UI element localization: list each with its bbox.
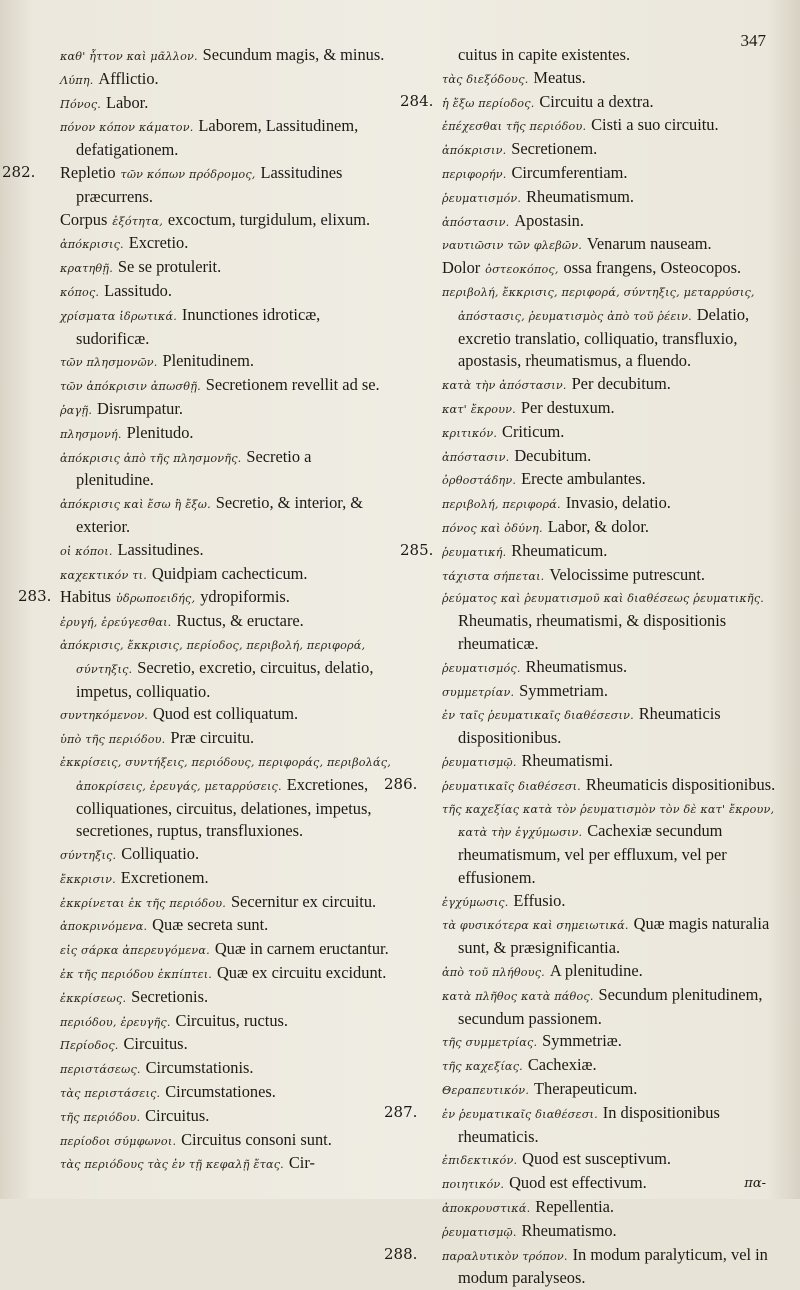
greek-term: ἀπόκρισις ἀπὸ τῆς πλησμονῆς. <box>60 451 242 465</box>
latin-gloss: Delatio, excretio translatio, colliquatio, transfluxio, apostasis, rheumatismus, a fluendo. <box>458 304 750 371</box>
latin-gloss: Erecte ambulantes. <box>521 469 646 489</box>
latin-gloss: Circuitus. <box>145 1105 210 1125</box>
glossary-entry <box>400 1148 778 1172</box>
catchword: πα- <box>744 1176 766 1191</box>
latin-gloss: Quidpiam cachecticum. <box>151 563 308 583</box>
glossary-entry <box>18 586 392 610</box>
latin-gloss: Excretionem. <box>120 867 209 887</box>
latin-gloss: Laborem, Lassitudinem, defatigationem. <box>76 116 359 160</box>
greek-term: ἐκκρίσεις, συντήξεις, περιόδους, περιφοράς, περιβολάς, ἀποκρίσεις, ἐρευγάς, μεταρρύσεις. <box>60 755 391 793</box>
latin-gloss: Secundum magis, & minus. <box>202 45 385 64</box>
latin-gloss: Cachexiæ. <box>527 1055 597 1075</box>
greek-term: οἱ κόποι. <box>60 544 113 558</box>
glossary-entry <box>400 680 778 704</box>
latin-gloss: Labor, & dolor. <box>547 516 650 536</box>
page-number: 347 <box>740 31 766 50</box>
latin-gloss: Cir- <box>288 1153 315 1173</box>
latin-gloss: Rheumatismum. <box>526 186 634 206</box>
greek-term: ὑπὸ τῆς περιόδου. <box>60 733 166 747</box>
glossary-entry <box>400 281 778 373</box>
greek-term: κατὰ πλῆθος κατὰ πάθος. <box>442 989 594 1003</box>
greek-term: Περίοδος. <box>60 1039 119 1053</box>
greek-term: εἰς σάρκα ἀπερευγόμενα. <box>60 944 210 958</box>
greek-term: κατὰ τὴν ἀπόστασιν. <box>442 379 567 393</box>
glossary-entry <box>384 774 778 798</box>
glossary-entry <box>18 350 392 374</box>
greek-term: ῥευματικαῖς διαθέσεσι. <box>442 779 581 793</box>
greek-term: ποιητικόν. <box>442 1178 505 1192</box>
greek-term: ἐκκρίνεται ἐκ τῆς περιόδου. <box>60 896 227 910</box>
greek-term: ἐξότητα, <box>112 214 163 228</box>
latin-gloss: Therapeuticum. <box>533 1079 638 1099</box>
latin-gloss: Corpus <box>60 209 108 229</box>
latin-gloss: Decubitum. <box>514 445 592 465</box>
latin-gloss: Rheumaticum. <box>511 540 608 560</box>
latin-gloss: In modum paralyticum, vel in modum paralyseos. <box>458 1244 768 1288</box>
glossary-entry <box>400 162 778 186</box>
latin-gloss: Inunctiones idroticæ, sudorificæ. <box>76 304 321 348</box>
greek-term: περίοδοι σύμφωνοι. <box>60 1134 177 1148</box>
entry-number: 282. <box>2 162 36 181</box>
glossary-entry <box>18 209 392 233</box>
latin-gloss: Ructus, & eructare. <box>176 611 304 631</box>
glossary-entry <box>400 468 778 492</box>
glossary-entry <box>18 610 392 634</box>
latin-gloss: Cisti a suo circuitu. <box>591 115 719 135</box>
greek-term: ἀπόστασιν. <box>442 215 510 229</box>
latin-gloss: Rheumatis, rheumatismi, & dispositionis rheumaticæ. <box>458 611 727 653</box>
greek-term: ῥευματισμόν. <box>442 191 522 205</box>
greek-term: κριτικόν. <box>442 426 498 440</box>
latin-gloss: Secretio a plenitudine. <box>76 446 312 490</box>
greek-term: ἀπόκρισις, ἔκκρισις, περίοδος, περιβολή, περιφορά, σύντηξις. <box>60 638 366 676</box>
glossary-entry <box>18 446 392 493</box>
glossary-entry <box>400 960 778 984</box>
glossary-entry <box>18 92 392 116</box>
greek-term: ἀπὸ τοῦ πλήθους. <box>442 966 545 980</box>
greek-term: ἐκ τῆς περιόδου ἐκπίπτει. <box>60 968 213 982</box>
greek-term: περιστάσεως. <box>60 1063 141 1077</box>
greek-term: ὀστεοκόπος, <box>485 263 559 277</box>
greek-term: τῶν πλησμονῶν. <box>60 356 158 370</box>
glossary-entry <box>400 233 778 257</box>
latin-gloss: Circumferentiam. <box>511 162 628 182</box>
glossary-entry <box>18 843 392 867</box>
greek-term: ἀπόκρισις καὶ ἔσω ἢ ἔξω. <box>60 498 211 512</box>
latin-gloss: Labor. <box>105 92 149 112</box>
greek-term: τὰ φυσικότερα καὶ σημειωτικά. <box>442 919 629 933</box>
latin-gloss: ossa frangens, Osteocopos. <box>563 258 742 278</box>
latin-gloss: Secretio, & interior, & exterior. <box>76 493 364 536</box>
glossary-entry <box>18 1081 392 1105</box>
greek-term: ἔκκρισιν. <box>60 872 116 886</box>
glossary-entry <box>400 1196 778 1220</box>
latin-gloss: Effusio. <box>513 890 566 910</box>
entry-number: 286. <box>384 774 418 793</box>
greek-term: Λύπη. <box>60 73 94 87</box>
greek-term: συντηκόμενον. <box>60 709 148 723</box>
greek-term: ἀπόκρισιν. <box>442 144 507 158</box>
latin-gloss: Secundum plenitudinem, secundum passionem. <box>458 984 763 1028</box>
glossary-entry <box>400 540 778 564</box>
glossary-entry <box>18 938 392 962</box>
glossary-entry <box>400 138 778 162</box>
glossary-entry <box>400 44 778 67</box>
latin-gloss: Excretio. <box>128 233 189 253</box>
greek-term: ἐγχύμωσις. <box>442 895 509 909</box>
glossary-entry <box>400 257 778 281</box>
greek-term: τάχιστα σήπεται. <box>442 569 545 583</box>
glossary-entry <box>400 67 778 91</box>
latin-gloss: Circumstationes. <box>165 1082 276 1102</box>
latin-gloss: Colliquatio. <box>121 844 200 864</box>
latin-gloss: Circuitus. <box>123 1034 188 1054</box>
glossary-entry <box>400 421 778 445</box>
entry-number: 288. <box>384 1244 418 1263</box>
latin-gloss: Circumstationis. <box>145 1058 254 1078</box>
glossary-entry <box>2 162 392 209</box>
glossary-entry <box>18 256 392 280</box>
latin-gloss: Per destuxum. <box>520 397 615 417</box>
glossary-entry <box>400 587 778 655</box>
glossary-entry <box>18 492 392 539</box>
latin-gloss: Circuitu a dextra. <box>539 91 654 111</box>
latin-gloss: Symmetriam. <box>519 680 608 700</box>
glossary-entry <box>18 1105 392 1129</box>
glossary-entry <box>18 1129 392 1153</box>
greek-term: ἀπόστασιν. <box>442 450 510 464</box>
greek-term: πλησμονή. <box>60 427 122 441</box>
latin-gloss: Plenitudo. <box>126 422 194 442</box>
greek-term: τὰς περιόδους τὰς ἐν τῇ κεφαλῇ ἔτας. <box>60 1158 284 1172</box>
glossary-entry <box>18 44 392 68</box>
glossary-entry <box>18 539 392 563</box>
glossary-entry <box>18 751 392 843</box>
latin-gloss: Præ circuitu. <box>170 728 255 748</box>
latin-gloss: Excretiones, colliquationes, circuitus, delationes, impetus, secretiones, ruptus, transfluxiones. <box>76 774 372 841</box>
greek-term: παραλυτικὸν τρόπον. <box>442 1249 568 1263</box>
glossary-entry <box>400 373 778 397</box>
latin-gloss: Plenitudinem. <box>162 351 254 371</box>
greek-term: χρίσματα ἱδρωτικά. <box>60 309 177 323</box>
latin-gloss: Quod est effectivum. <box>509 1173 647 1193</box>
glossary-entry <box>384 1102 778 1149</box>
latin-gloss: Se se protulerit. <box>117 257 222 277</box>
latin-gloss: cuitus in capite existentes. <box>458 45 631 64</box>
greek-term: τῆς καχεξίας κατὰ τὸν ῥευματισμὸν τὸν δὲ κατ' ἔκρουν, κατὰ τὴν ἐγχύμωσιν. <box>442 802 775 840</box>
greek-term: Θεραπευτικόν. <box>442 1084 530 1098</box>
glossary-entry <box>400 1054 778 1078</box>
entry-number: 284. <box>400 91 434 110</box>
latin-gloss: Lassitudo. <box>104 280 172 300</box>
greek-term: ῥεύματος καὶ ῥευματισμοῦ καὶ διαθέσεως ῥευματικῆς. <box>442 592 765 606</box>
glossary-entry <box>18 914 392 938</box>
greek-term: ἡ ἔξω περίοδος. <box>442 96 535 110</box>
greek-term: τῶν κόπων πρόδρομος, <box>120 167 256 181</box>
latin-gloss: Symmetriæ. <box>542 1031 622 1051</box>
latin-gloss: Lassitudines. <box>117 539 204 559</box>
latin-gloss: Rheumatismus. <box>525 656 628 676</box>
glossary-entry <box>18 374 392 398</box>
glossary-entry <box>400 492 778 516</box>
greek-term: περιφορήν. <box>442 167 507 181</box>
glossary-entry <box>400 656 778 680</box>
glossary-entry <box>400 890 778 914</box>
greek-term: περιβολή, περιφορά. <box>442 498 561 512</box>
glossary-entry <box>400 1172 778 1196</box>
glossary-entry <box>18 563 392 587</box>
latin-gloss: Rheumatismo. <box>521 1220 617 1240</box>
latin-gloss: Circuitus, ructus. <box>175 1010 288 1030</box>
latin-gloss: ydropiformis. <box>200 587 290 607</box>
glossary-entry <box>18 986 392 1010</box>
greek-term: ἀποκρινόμενα. <box>60 920 148 934</box>
greek-term: ἐπέχεσθαι τῆς περιόδου. <box>442 120 587 134</box>
glossary-entry <box>18 1010 392 1034</box>
glossary-entry <box>18 232 392 256</box>
entry-number: 285. <box>400 540 434 559</box>
latin-gloss: Invasio, delatio. <box>565 493 671 513</box>
entry-number: 287. <box>384 1102 418 1121</box>
glossary-entry <box>400 564 778 588</box>
latin-gloss: Lassitudines præcurrens. <box>76 162 343 206</box>
glossary-entry <box>18 1033 392 1057</box>
glossary-entry <box>400 445 778 469</box>
greek-term: ὀρθοστάδην. <box>442 474 517 488</box>
greek-term: συμμετρίαν. <box>442 685 515 699</box>
latin-gloss: Secretionis. <box>131 986 209 1006</box>
glossary-entry <box>400 984 778 1031</box>
greek-term: σύντηξις. <box>60 849 117 863</box>
latin-gloss: Quod est susceptivum. <box>522 1149 672 1169</box>
greek-term: περιόδου, ἐρευγῆς. <box>60 1015 171 1029</box>
right-column <box>384 44 778 1290</box>
latin-gloss: Apostasin. <box>514 210 584 230</box>
glossary-entry <box>384 1244 778 1290</box>
latin-gloss: Repellentia. <box>535 1197 615 1217</box>
greek-term: ἐκκρίσεως. <box>60 991 127 1005</box>
entry-number: 283. <box>18 587 52 606</box>
glossary-entry <box>18 280 392 304</box>
greek-term: κόπος. <box>60 285 100 299</box>
greek-term: Πόνος. <box>60 97 102 111</box>
latin-gloss: Quæ in carnem eructantur. <box>214 939 389 959</box>
greek-term: τῆς συμμετρίας. <box>442 1036 538 1050</box>
glossary-entry <box>18 891 392 915</box>
greek-term: ὑδρωποειδής, <box>115 592 196 606</box>
greek-term: τῆς περιόδου. <box>60 1110 141 1124</box>
greek-term: τὰς διεξόδους. <box>442 72 529 86</box>
greek-term: ῥευματισμῷ. <box>442 755 517 769</box>
greek-term: περιβολή, ἔκκρισις, περιφορά, σύντηξις, μεταρρύσις, ἀπόστασις, ῥευματισμὸς ἀπὸ τοῦ ῥέειν. <box>442 285 755 323</box>
greek-term: ἀποκρουστικά. <box>442 1202 531 1216</box>
greek-term: ἐν ῥευματικαῖς διαθέσεσι. <box>442 1107 598 1121</box>
greek-term: ἐπιδεκτικόν. <box>442 1154 518 1168</box>
glossary-entry <box>18 1152 392 1176</box>
greek-term: καχεκτικόν τι. <box>60 568 147 582</box>
latin-gloss: In dispositionibus rheumaticis. <box>458 1102 720 1146</box>
latin-gloss: Per decubitum. <box>571 374 671 394</box>
latin-gloss: Rheumaticis dispositionibus. <box>585 774 776 794</box>
greek-term: κρατηθῇ. <box>60 262 113 276</box>
latin-gloss: Criticum. <box>502 421 565 441</box>
greek-term: ῥευματισμός. <box>442 661 521 675</box>
latin-gloss: Secretionem revellit ad se. <box>205 375 380 395</box>
latin-gloss: Circuitus consoni sunt. <box>181 1129 332 1149</box>
glossary-entry <box>18 68 392 92</box>
latin-gloss: Quæ secreta sunt. <box>152 915 269 935</box>
latin-gloss: excoctum, turgidulum, elixum. <box>167 209 371 229</box>
greek-term: τὰς περιστάσεις. <box>60 1087 161 1101</box>
greek-term: τῆς καχεξίας. <box>442 1060 523 1074</box>
greek-term: ῥευματική. <box>442 545 507 559</box>
left-column <box>2 44 392 1176</box>
latin-gloss: A plenitudine. <box>549 961 643 981</box>
greek-term: κατ' ἔκρουν. <box>442 402 516 416</box>
latin-gloss: Venarum nauseam. <box>586 234 712 254</box>
glossary-entry <box>400 1220 778 1244</box>
latin-gloss: Meatus. <box>533 67 586 87</box>
glossary-entry <box>18 727 392 751</box>
glossary-entry <box>18 634 392 703</box>
greek-term: πόνος καὶ ὀδύνη. <box>442 521 543 535</box>
latin-gloss: Disrumpatur. <box>96 398 184 418</box>
glossary-entry <box>400 750 778 774</box>
latin-gloss: Habitus <box>60 587 111 607</box>
glossary-entry <box>400 1078 778 1102</box>
glossary-entry <box>400 186 778 210</box>
glossary-entry <box>18 867 392 891</box>
glossary-entry <box>400 798 778 890</box>
glossary-entry <box>400 1030 778 1054</box>
greek-term: καθ' ἧττον καὶ μᾶλλον. <box>60 50 198 63</box>
glossary-entry <box>400 913 778 960</box>
latin-gloss: Secretionem. <box>511 139 598 159</box>
latin-gloss: Quod est colliquatum. <box>152 704 299 724</box>
glossary-entry <box>400 91 778 115</box>
latin-gloss: Rheumatismi. <box>521 750 613 770</box>
latin-gloss: Quæ magis naturalia sunt, & præsignificantia. <box>458 914 770 958</box>
latin-gloss: Quæ ex circuitu excidunt. <box>216 963 387 983</box>
glossary-entry <box>400 114 778 138</box>
latin-gloss: Rheumaticis dispositionibus. <box>458 704 721 748</box>
glossary-entry <box>18 422 392 446</box>
glossary-entry <box>18 115 392 162</box>
latin-gloss: Secernitur ex circuitu. <box>230 891 377 911</box>
greek-term: ῥαγῇ. <box>60 403 93 417</box>
latin-gloss: Cachexiæ secundum rheumatismum, vel per effluxum, vel per effusionem. <box>458 821 727 887</box>
glossary-entry <box>18 703 392 727</box>
glossary-entry <box>400 516 778 540</box>
glossary-entry <box>18 304 392 351</box>
greek-term: ἐρυγή, ἐρεύγεσθαι. <box>60 616 172 630</box>
greek-term: ναυτιῶσιν τῶν φλεβῶν. <box>442 239 582 253</box>
latin-gloss: Velocissime putrescunt. <box>549 564 706 584</box>
glossary-entry <box>18 1057 392 1081</box>
glossary-entry <box>18 398 392 422</box>
latin-gloss: Secretio, excretio, circuitus, delatio, impetus, colliquatio. <box>76 657 374 701</box>
latin-gloss: Afflictio. <box>98 68 159 88</box>
glossary-entry <box>400 703 778 750</box>
latin-gloss: Repletio <box>60 162 116 182</box>
greek-term: ἐν ταῖς ῥευματικαῖς διαθέσεσιν. <box>442 709 634 723</box>
glossary-entry <box>400 210 778 234</box>
greek-term: πόνον κόπον κάματον. <box>60 121 194 135</box>
greek-term: ῥευματισμῷ. <box>442 1225 517 1239</box>
latin-gloss: Dolor <box>442 258 481 278</box>
glossary-entry <box>18 962 392 986</box>
greek-term: ἀπόκρισις. <box>60 238 124 252</box>
glossary-entry <box>400 397 778 421</box>
greek-term: τῶν ἀπόκρισιν ἀπωσθῇ. <box>60 380 201 394</box>
